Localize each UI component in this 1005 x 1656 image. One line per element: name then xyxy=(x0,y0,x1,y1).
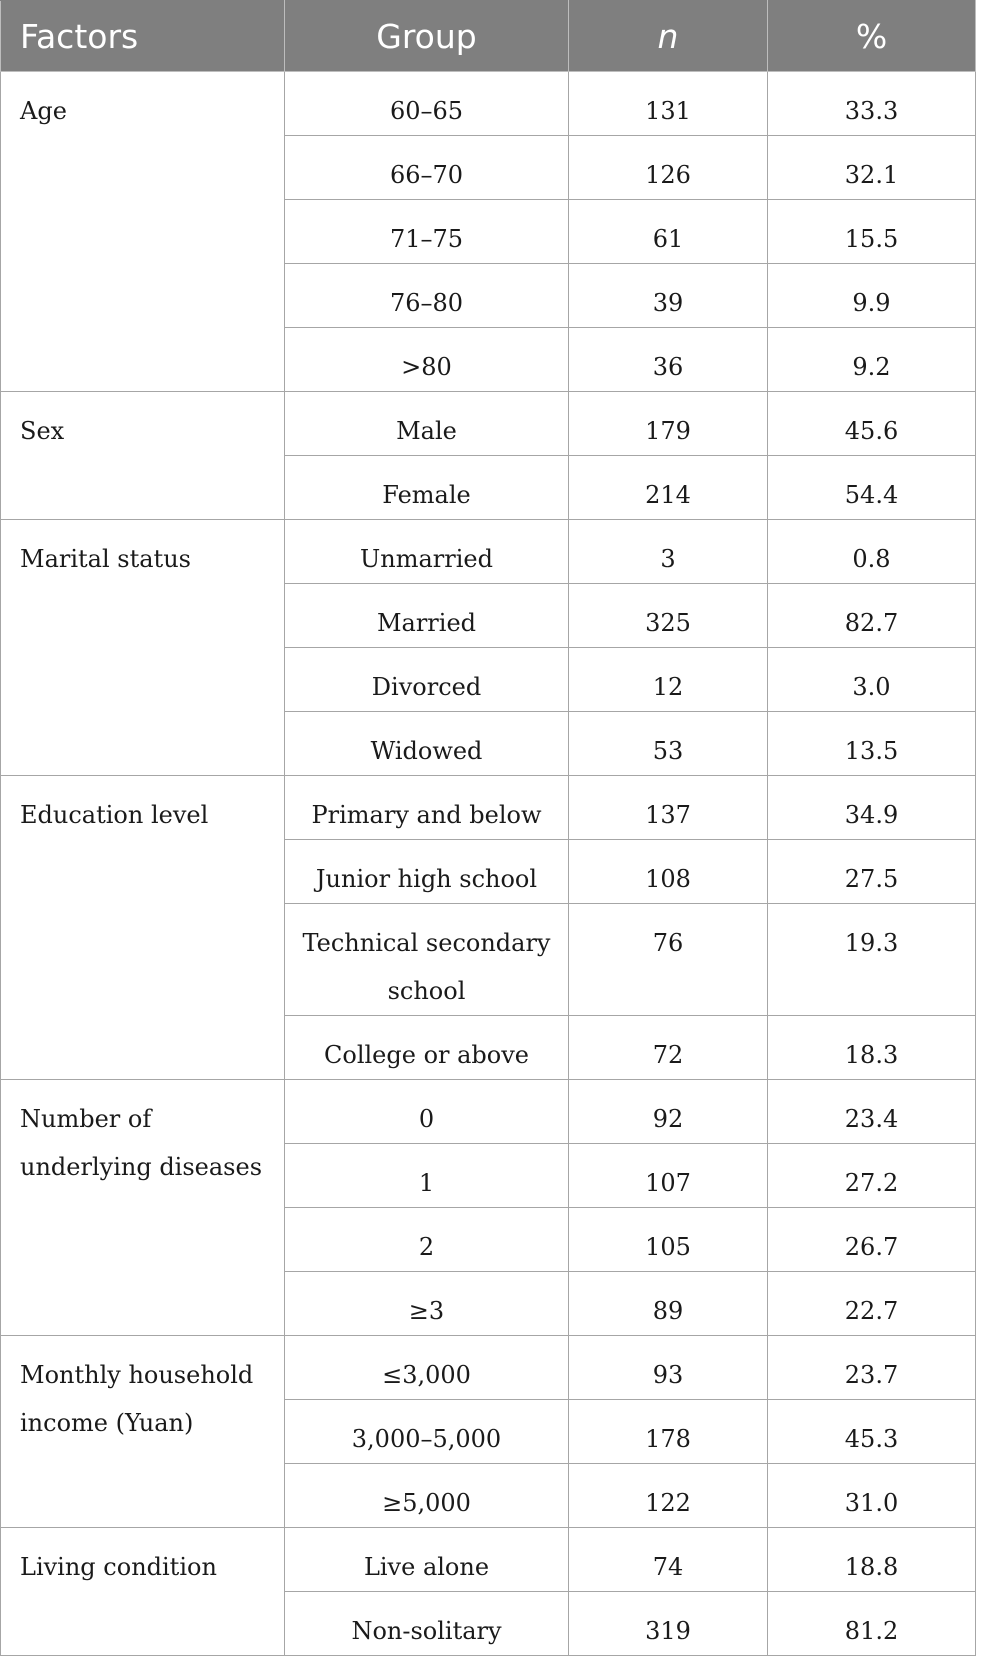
n-cell: 53 xyxy=(569,712,768,776)
n-cell: 89 xyxy=(569,1272,768,1336)
header-factors: Factors xyxy=(1,1,285,72)
n-cell: 325 xyxy=(569,584,768,648)
percent-cell: 19.3 xyxy=(768,904,976,1016)
group-cell: 2 xyxy=(285,1208,569,1272)
n-cell: 61 xyxy=(569,200,768,264)
percent-cell: 45.3 xyxy=(768,1400,976,1464)
group-cell: ≥5,000 xyxy=(285,1464,569,1528)
n-cell: 72 xyxy=(569,1016,768,1080)
n-cell: 92 xyxy=(569,1080,768,1144)
n-cell: 3 xyxy=(569,520,768,584)
table-row xyxy=(1,392,976,456)
table-row xyxy=(1,1528,976,1592)
percent-cell: 27.2 xyxy=(768,1144,976,1208)
percent-cell: 22.7 xyxy=(768,1272,976,1336)
n-cell: 126 xyxy=(569,136,768,200)
percent-cell: 15.5 xyxy=(768,200,976,264)
group-cell: Unmarried xyxy=(285,520,569,584)
factor-cell: Number of underlying diseases xyxy=(1,1080,285,1336)
table-header xyxy=(1,1,976,72)
factor-cell: Living condition xyxy=(1,1528,285,1656)
factor-cell: Monthly household income (Yuan) xyxy=(1,1336,285,1528)
n-cell: 131 xyxy=(569,72,768,136)
factor-cell: Age xyxy=(1,72,285,392)
factor-cell: Marital status xyxy=(1,520,285,776)
group-cell: Junior high school xyxy=(285,840,569,904)
n-cell: 319 xyxy=(569,1592,768,1656)
group-cell: ≤3,000 xyxy=(285,1336,569,1400)
group-cell: Male xyxy=(285,392,569,456)
n-cell: 12 xyxy=(569,648,768,712)
group-cell: ≥3 xyxy=(285,1272,569,1336)
table-body xyxy=(1,72,976,1656)
percent-cell: 33.3 xyxy=(768,72,976,136)
percent-cell: 13.5 xyxy=(768,712,976,776)
group-cell: 0 xyxy=(285,1080,569,1144)
table-row xyxy=(1,776,976,840)
percent-cell: 18.3 xyxy=(768,1016,976,1080)
group-cell: 3,000–5,000 xyxy=(285,1400,569,1464)
header-row xyxy=(1,1,976,72)
group-cell: >80 xyxy=(285,328,569,392)
n-cell: 179 xyxy=(569,392,768,456)
percent-cell: 23.7 xyxy=(768,1336,976,1400)
group-cell: Live alone xyxy=(285,1528,569,1592)
group-cell: Primary and below xyxy=(285,776,569,840)
n-cell: 76 xyxy=(569,904,768,1016)
percent-cell: 9.9 xyxy=(768,264,976,328)
group-cell: Divorced xyxy=(285,648,569,712)
n-cell: 137 xyxy=(569,776,768,840)
group-cell: College or above xyxy=(285,1016,569,1080)
percent-cell: 26.7 xyxy=(768,1208,976,1272)
percent-cell: 27.5 xyxy=(768,840,976,904)
percent-cell: 81.2 xyxy=(768,1592,976,1656)
group-cell: 71–75 xyxy=(285,200,569,264)
table-row xyxy=(1,1336,976,1400)
factor-cell: Sex xyxy=(1,392,285,520)
group-cell: 60–65 xyxy=(285,72,569,136)
group-cell: Female xyxy=(285,456,569,520)
percent-cell: 82.7 xyxy=(768,584,976,648)
percent-cell: 31.0 xyxy=(768,1464,976,1528)
percent-cell: 18.8 xyxy=(768,1528,976,1592)
n-cell: 108 xyxy=(569,840,768,904)
n-cell: 93 xyxy=(569,1336,768,1400)
table-row xyxy=(1,520,976,584)
percent-cell: 0.8 xyxy=(768,520,976,584)
n-cell: 178 xyxy=(569,1400,768,1464)
percent-cell: 3.0 xyxy=(768,648,976,712)
n-cell: 107 xyxy=(569,1144,768,1208)
n-cell: 105 xyxy=(569,1208,768,1272)
percent-cell: 23.4 xyxy=(768,1080,976,1144)
n-cell: 39 xyxy=(569,264,768,328)
n-cell: 122 xyxy=(569,1464,768,1528)
header-percent: % xyxy=(768,1,976,72)
n-cell: 36 xyxy=(569,328,768,392)
percent-cell: 32.1 xyxy=(768,136,976,200)
header-group: Group xyxy=(285,1,569,72)
percent-cell: 54.4 xyxy=(768,456,976,520)
group-cell: Married xyxy=(285,584,569,648)
n-cell: 74 xyxy=(569,1528,768,1592)
header-n: n xyxy=(569,1,768,72)
group-cell: Non-solitary xyxy=(285,1592,569,1656)
factor-cell: Education level xyxy=(1,776,285,1080)
group-cell: 1 xyxy=(285,1144,569,1208)
percent-cell: 9.2 xyxy=(768,328,976,392)
group-cell: 76–80 xyxy=(285,264,569,328)
table-row xyxy=(1,72,976,136)
n-cell: 214 xyxy=(569,456,768,520)
percent-cell: 45.6 xyxy=(768,392,976,456)
group-cell: 66–70 xyxy=(285,136,569,200)
group-cell: Technical secondary school xyxy=(285,904,569,1016)
group-cell: Widowed xyxy=(285,712,569,776)
table-row xyxy=(1,1080,976,1144)
percent-cell: 34.9 xyxy=(768,776,976,840)
